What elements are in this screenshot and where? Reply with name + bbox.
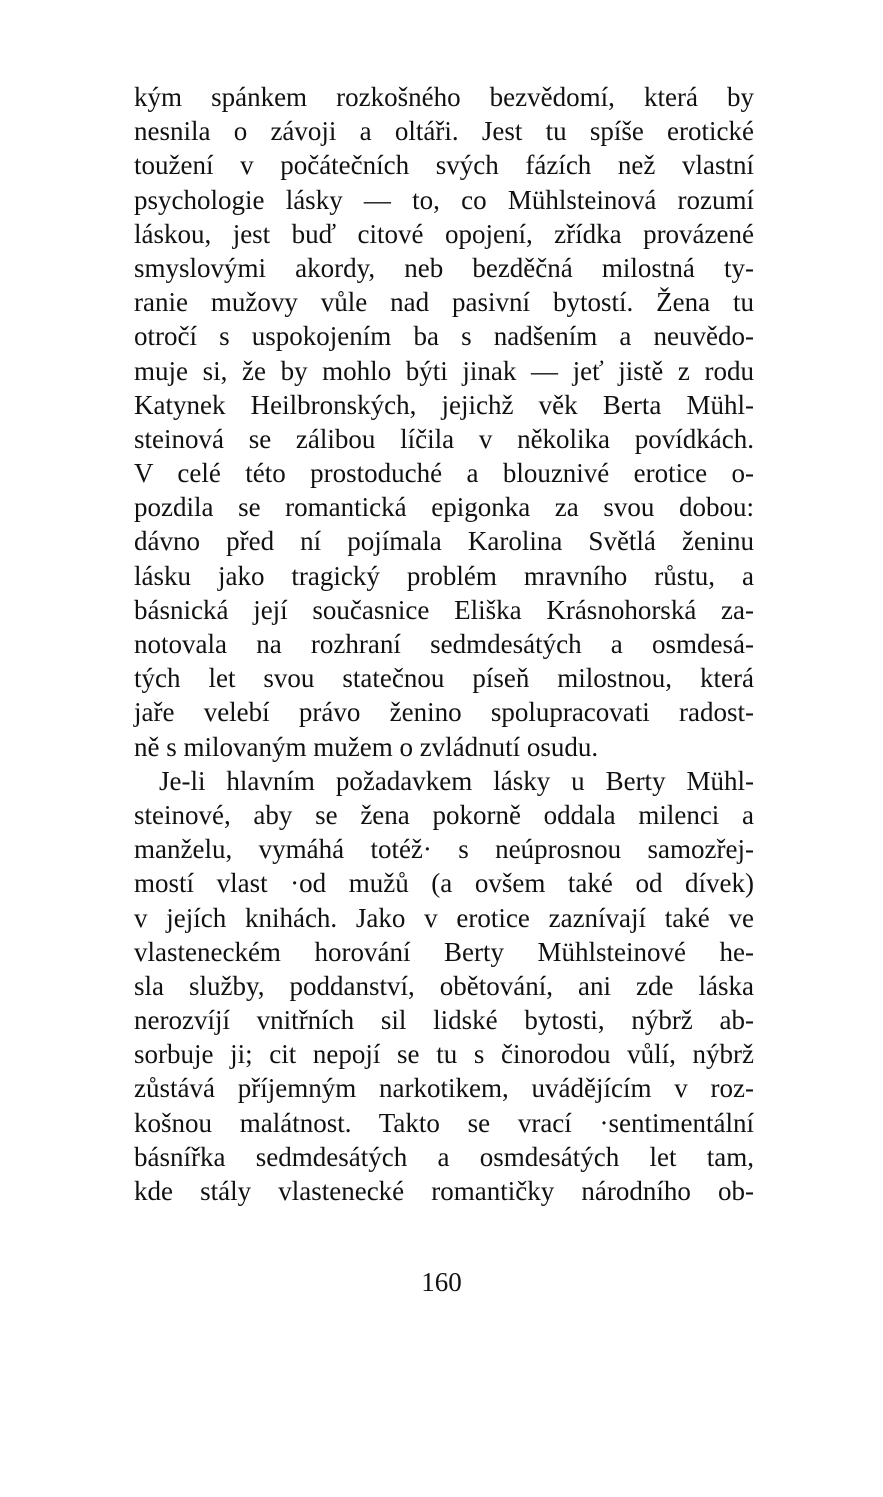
text-line: jaře velebí právo ženino spolupracovati radost-: [134, 697, 754, 728]
text-line: kde stály vlastenecké romantičky národního ob-: [134, 1176, 754, 1206]
text-line: muje si, že by mohlo býti jinak — jeť jistě z rodu: [134, 355, 754, 386]
text-line: nesnila o závoji a oltáři. Jest tu spíše erotické: [134, 116, 754, 147]
text-line: ranie mužovy vůle nad pasivní bytostí. Žena tu: [134, 287, 754, 318]
text-line: kým spánkem rozkošného bezvědomí, která by: [134, 82, 754, 112]
text-line: manželu, vymáhá totéž· s neúprosnou samozřej-: [134, 834, 754, 865]
text-line: mostí vlast ·od mužů (a ovšem také od dívek): [134, 868, 754, 899]
paragraph: [134, 764, 754, 1208]
text-line: ně s milovaným mužem o zvládnutí osudu.: [134, 731, 599, 762]
text-line: toužení v počátečních svých fázích než vlastní: [134, 150, 754, 181]
text-line: Katynek Heilbronských, jejichž věk Berta Mühl-: [134, 389, 754, 420]
text-line: notovala na rozhraní sedmdesátých a osmdesá-: [134, 629, 754, 659]
text-line: tých let svou statečnou píseň milostnou, která: [134, 663, 754, 694]
text-line: psychologie lásky — to, co Mühlsteinová rozumí: [134, 184, 754, 215]
text-line: básnířka sedmdesátých a osmdesátých let tam,: [134, 1141, 754, 1172]
text-line: láskou, jest buď citové opojení, zřídka provázené: [134, 218, 754, 249]
text-line: lásku jako tragický problém mravního růstu, a: [134, 560, 754, 591]
text-line: zůstává příjemným narkotikem, uvádějícím v roz-: [134, 1073, 754, 1104]
text-line: košnou malátnost. Takto se vrací ·sentimentální: [134, 1107, 754, 1138]
text-line: básnická její současnice Eliška Krásnohorská za-: [134, 594, 754, 625]
text-line: v jejích knihách. Jako v erotice zaznívají také ve: [134, 902, 754, 933]
text-line: steinové, aby se žena pokorně oddala milenci a: [134, 799, 754, 830]
text-line: dávno před ní pojímala Karolina Světlá ženinu: [134, 526, 754, 557]
paragraph: [134, 80, 754, 764]
text-line: Je-li hlavním požadavkem lásky u Berty Mühl-: [159, 765, 754, 796]
text-line: pozdila se romantická epigonka za svou dobou:: [134, 492, 754, 523]
text-line: steinová se zálibou líčila v několika povídkách.: [134, 423, 754, 454]
text-line: sorbuje ji; cit nepojí se tu s činorodou vůlí, nýbrž: [134, 1039, 754, 1070]
text-line: sla služby, poddanství, obětování, ani zde láska: [134, 970, 754, 1001]
text-line: V celé této prostoduché a blouznivé erotice o-: [134, 458, 754, 489]
text-line: smyslovými akordy, neb bezděčná milostná ty-: [134, 252, 754, 283]
body-text: [134, 80, 754, 1208]
text-line: otročí s uspokojením ba s nadšením a neuvědo-: [134, 321, 754, 352]
text-line: nerozvíjí vnitřních sil lidské bytosti, nýbrž ab-: [134, 1005, 754, 1036]
page-number: 160: [421, 1267, 462, 1297]
text-line: vlasteneckém horování Berty Mühlsteinové he-: [134, 936, 754, 967]
